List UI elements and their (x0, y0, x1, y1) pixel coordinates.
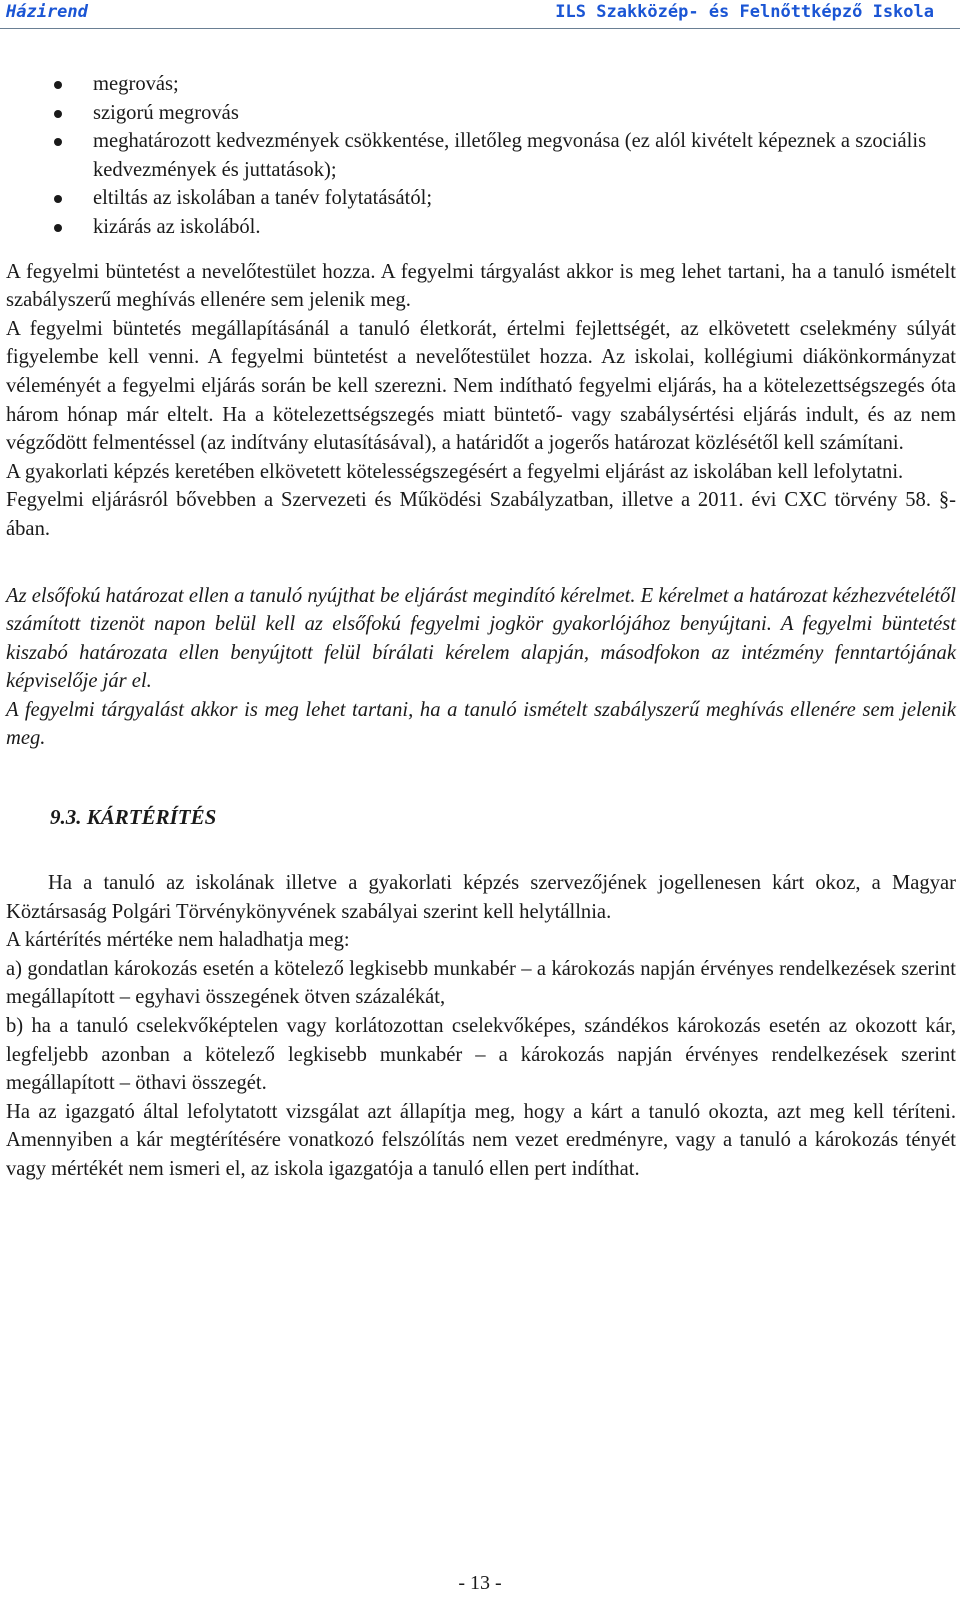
bullet-icon (54, 81, 62, 89)
appeal-section (6, 582, 956, 754)
document-body (6, 70, 956, 1184)
list-item-text: kizárás az iskolából. (93, 215, 261, 238)
penalty-list (6, 70, 956, 242)
list-item-text: szigorú megrovás (93, 101, 239, 124)
list-item-text: megrovás; (93, 73, 179, 95)
paragraph: Ha az igazgató által lefolytatott vizsgálat azt állapítja meg, hogy a kárt a tanuló okozta, azt meg kell téríteni. Amennyiben a kár megtérítésére vonatkozó felszólítás nem vezet eredményre, vagy a tanuló a károkozás tényét vagy mértékét nem ismeri el, az iskola igazgatója a tanuló ellen pert indíthat. (6, 1100, 956, 1180)
section-heading: 9.3. KÁRTÉRÍTÉS (50, 805, 217, 830)
paragraph: Ha a tanuló az iskolának illetve a gyakorlati képzés szervezőjének jogellenesen kárt okoz, a Magyar Köztársaság Polgári Törvénykönyvének szabályai szerint kell helytállnia. (6, 872, 956, 923)
paragraph: a) gondatlan károkozás esetén a kötelező legkisebb munkabér – a károkozás napján érvényes rendelkezések szerint megállapított – egyhavi összegének ötven százalékát, (6, 957, 956, 1009)
italic-paragraph: Az elsőfokú határozat ellen a tanuló nyújthat be eljárást megindító kérelmet. E kérelmet a határozat kézhezvételétől számított tizenöt napon belül kell az elsőfokú fegyelmi jogkör gyakorlójához benyújtani. A fegyelmi büntetést kiszabó határozata ellen benyújtott felül bírálati kérelem alapján, másodfokon az intézmény fenntartójának képviselője jár el. (6, 584, 956, 693)
bullet-icon (54, 224, 62, 232)
list-item (6, 127, 956, 184)
list-item (6, 184, 956, 213)
italic-paragraph: A fegyelmi tárgyalást akkor is meg lehet tartani, ha a tanuló ismételt szabályszerű meghívás ellenére sem jelenik meg. (6, 698, 956, 750)
list-item (6, 99, 956, 128)
list-item (6, 213, 956, 242)
bullet-icon (54, 138, 62, 146)
document-title: Házirend (6, 2, 88, 22)
school-name: ILS Szakközép- és Felnőttképző Iskola (555, 2, 934, 22)
paragraph: b) ha a tanuló cselekvőképtelen vagy korlátozottan cselekvőképes, szándékos károkozás esetén az okozott kár, legfeljebb azonban a kötelező legkisebb munkabér – a károkozás napján érvényes rendelkezések szerint megállapított – öthavi összegét. (6, 1015, 956, 1095)
paragraph: A gyakorlati képzés keretében elkövetett kötelességszegésért a fegyelmi eljárást az iskolában kell lefolytatni. (6, 460, 904, 483)
paragraph: A fegyelmi büntetést a nevelőtestület hozza. A fegyelmi tárgyalást akkor is meg lehet tartani, ha a tanuló ismételt szabályszerű meghívás ellenére sem jelenik meg. (6, 260, 956, 312)
page-number: - 13 - (458, 1572, 502, 1594)
paragraph: A kártérítés mértéke nem haladhatja meg: (6, 929, 350, 952)
page-header (0, 0, 960, 29)
list-item-text: eltiltás az iskolában a tanév folytatásától; (93, 187, 433, 210)
list-item-text: meghatározott kedvezmények csökkentése, illetőleg megvonása (ez alól kivételt képeznek a szociális kedvezmények és juttatások); (93, 130, 927, 181)
bullet-icon (54, 195, 62, 203)
paragraph: Fegyelmi eljárásról bővebben a Szervezeti és Működési Szabályzatban, illetve a 2011. évi CXC törvény 58. §-ában. (6, 489, 956, 540)
list-item (6, 70, 956, 99)
paragraph: A fegyelmi büntetés megállapításánál a tanuló életkorát, értelmi fejlettségét, az elkövetett cselekmény súlyát figyelembe kell venni. A fegyelmi büntetést a nevelőtestület hozza. Az iskolai, kollégiumi diákönkormányzat véleményét a fegyelmi eljárás során be kell szerezni. Nem indítható fegyelmi eljárás, ha a kötelezettségszegés óta három hónap már eltelt. Ha a kötelezettségszegés miatt büntető- vagy szabálysértési eljárás indult, és az nem végződött felmentéssel (az indítvány elutasításával), a határidőt a jogerős határozat közlésétől kell számítani. (6, 317, 956, 455)
bullet-icon (54, 110, 62, 118)
